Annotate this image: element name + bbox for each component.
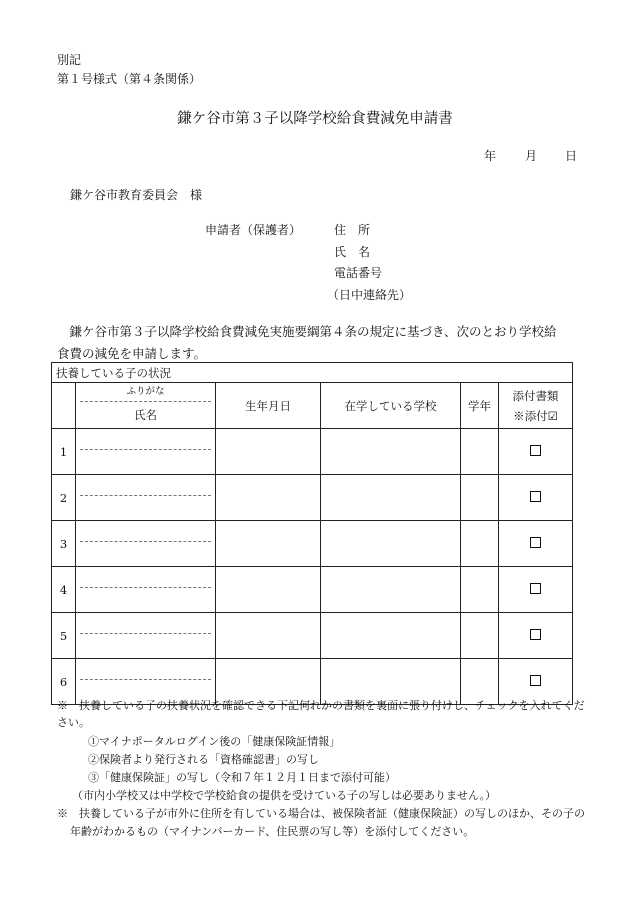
- table-row: [52, 521, 573, 567]
- header-index: [52, 383, 76, 429]
- row-name-cell: [76, 521, 216, 567]
- body-line-2: 食費の減免を申請します。: [57, 346, 207, 361]
- row-name-field[interactable]: [76, 542, 215, 566]
- attach-checkbox[interactable]: [530, 629, 541, 640]
- table-row: [52, 613, 573, 659]
- row-docs-cell: [499, 429, 573, 475]
- row-birth-date-field[interactable]: [216, 567, 321, 613]
- row-birth-date-field[interactable]: [216, 429, 321, 475]
- table-row: [52, 567, 573, 613]
- row-grade-field[interactable]: [461, 475, 499, 521]
- row-name-field[interactable]: [76, 450, 215, 474]
- row-number: 1: [52, 429, 76, 475]
- note-2b: 年齢がわかるもの（マイナンバーカード、住民票の写し等）を添付してください。: [70, 825, 475, 838]
- row-docs-cell: [499, 521, 573, 567]
- attach-checkbox[interactable]: [530, 537, 541, 548]
- applicant-name-label: 氏 名: [334, 245, 371, 259]
- appendix-label: 別記: [57, 53, 82, 67]
- row-number: 4: [52, 567, 76, 613]
- body-line-1: 鎌ケ谷市第３子以降学校給食費減免実施要綱第４条の規定に基づき、次のとおり学校給: [57, 324, 557, 339]
- row-name-field[interactable]: [76, 634, 215, 658]
- note-item-4: （市内小学校又は中学校で学校給食の提供を受けている子の写しは必要ありません。）: [72, 789, 497, 802]
- applicant-daytime-label: （日中連絡先）: [327, 288, 412, 302]
- row-school-field[interactable]: [321, 475, 461, 521]
- row-docs-cell: [499, 613, 573, 659]
- date-day: 日: [565, 149, 578, 163]
- date-month: 月: [525, 149, 538, 163]
- applicant-label: 申請者（保護者）: [205, 223, 302, 237]
- row-furigana-field[interactable]: [80, 429, 211, 450]
- header-birth-date: 生年月日: [216, 383, 321, 429]
- attach-checkbox[interactable]: [530, 491, 541, 502]
- page-title: 鎌ケ谷市第３子以降学校給食費減免申請書: [177, 111, 453, 127]
- header-name: 氏名: [134, 408, 157, 422]
- row-furigana-field[interactable]: [80, 659, 211, 680]
- attach-checkbox[interactable]: [530, 445, 541, 456]
- row-school-field[interactable]: [321, 429, 461, 475]
- row-number: 5: [52, 613, 76, 659]
- header-name-cell: [76, 383, 216, 429]
- row-number: 6: [52, 659, 76, 705]
- date-year: 年: [484, 149, 497, 163]
- note-item-2: ②保険者より発行される「資格確認書」の写し: [88, 753, 319, 766]
- header-docs: [499, 383, 573, 429]
- row-furigana-field[interactable]: [80, 567, 211, 588]
- note-2a: ※ 扶養している子が市外に住所を有している場合は、被保険者証（健康保険証）の写しのほか、その子の: [57, 807, 585, 820]
- row-docs-cell: [499, 567, 573, 613]
- addressee: 鎌ケ谷市教育委員会 様: [70, 188, 203, 202]
- attach-checkbox[interactable]: [530, 675, 541, 686]
- row-number: 2: [52, 475, 76, 521]
- note-1b: さい。: [57, 716, 90, 729]
- attach-checkbox[interactable]: [530, 583, 541, 594]
- note-item-1: ①マイナポータルログイン後の「健康保険証情報」: [88, 735, 341, 748]
- header-docs-line2: ※添付☑: [513, 408, 558, 423]
- row-school-field[interactable]: [321, 521, 461, 567]
- row-school-field[interactable]: [321, 567, 461, 613]
- table-row: [52, 429, 573, 475]
- row-name-cell: [76, 429, 216, 475]
- row-grade-field[interactable]: [461, 613, 499, 659]
- row-name-cell: [76, 567, 216, 613]
- row-docs-cell: [499, 475, 573, 521]
- header-furigana: ふりがな: [80, 383, 211, 402]
- row-grade-field[interactable]: [461, 521, 499, 567]
- row-school-field[interactable]: [321, 613, 461, 659]
- header-docs-line1: 添付書類: [512, 388, 559, 403]
- row-name-cell: [76, 613, 216, 659]
- row-number: 3: [52, 521, 76, 567]
- row-name-field[interactable]: [76, 588, 215, 612]
- row-birth-date-field[interactable]: [216, 613, 321, 659]
- row-furigana-field[interactable]: [80, 475, 211, 496]
- row-furigana-field[interactable]: [80, 521, 211, 542]
- note-item-3: ③「健康保険証」の写し（令和７年１２月１日まで添付可能）: [88, 771, 396, 784]
- form-number: 第１号様式（第４条関係）: [57, 72, 202, 86]
- table-caption: 扶養している子の状況: [52, 363, 573, 383]
- applicant-address-label: 住 所: [334, 223, 371, 237]
- row-furigana-field[interactable]: [80, 613, 211, 634]
- table-row: [52, 475, 573, 521]
- row-name-field[interactable]: [76, 496, 215, 520]
- row-name-cell: [76, 475, 216, 521]
- table-header-row: [52, 383, 573, 429]
- row-birth-date-field[interactable]: [216, 475, 321, 521]
- row-grade-field[interactable]: [461, 429, 499, 475]
- row-birth-date-field[interactable]: [216, 521, 321, 567]
- applicant-phone-label: 電話番号: [334, 266, 383, 280]
- row-grade-field[interactable]: [461, 567, 499, 613]
- header-school: 在学している学校: [321, 383, 461, 429]
- children-table: [51, 362, 573, 705]
- header-grade: 学年: [461, 383, 499, 429]
- note-1a: ※ 扶養している子の扶養状況を確認できる下記何れかの書類を裏面に張り付けし、チェックを入れてくだ: [57, 699, 585, 712]
